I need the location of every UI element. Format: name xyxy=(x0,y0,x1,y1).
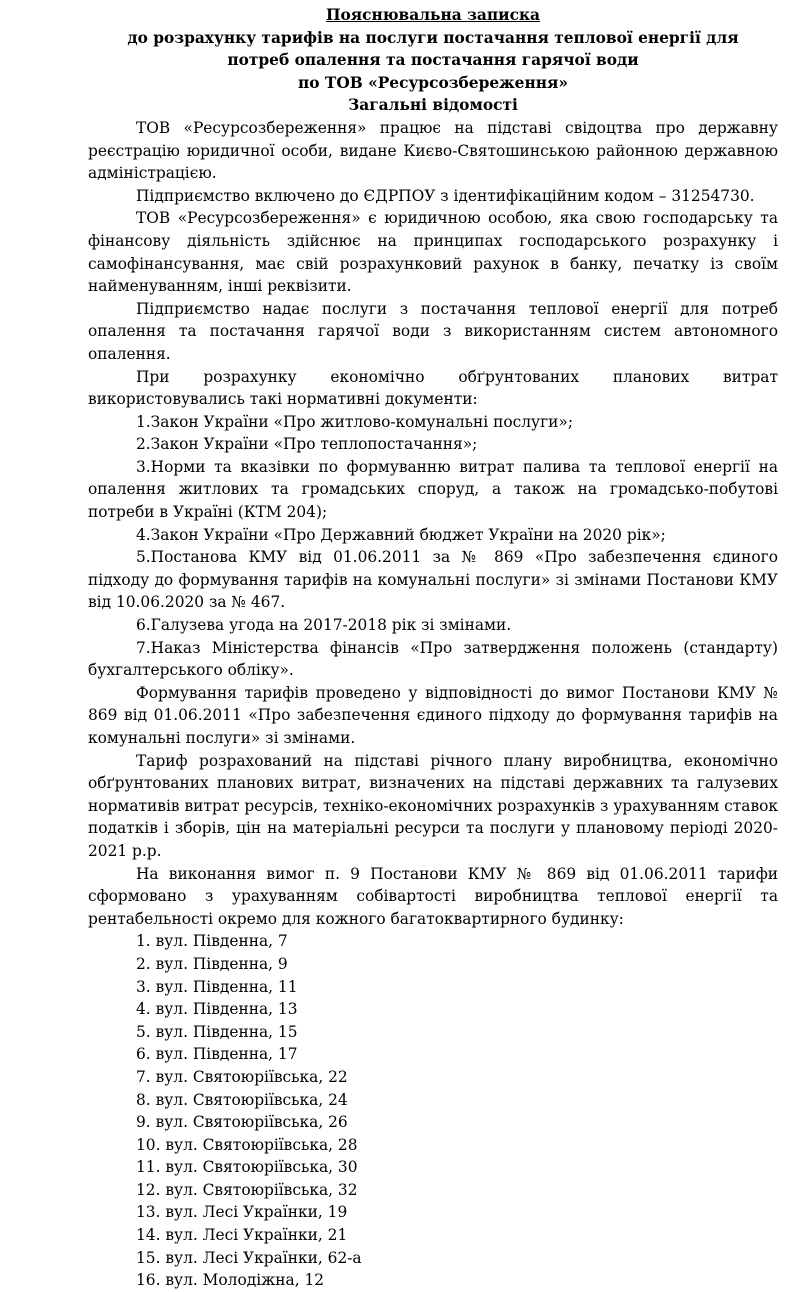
intro-section xyxy=(88,117,778,411)
document-page xyxy=(88,4,778,1292)
section-heading-general-info: Загальні відомості xyxy=(348,96,518,115)
paragraph-edrpou: Підприємство включено до ЄДРПОУ з ідентифікаційним кодом – 31254730. xyxy=(136,186,755,205)
document-subtitle-line-2: потреб опалення та постачання гарячої води xyxy=(227,51,639,70)
normative-doc-item: 3.Норми та вказівки по формуванню витрат палива та теплової енергії на опалення житлових та громадських споруд, а також на громадсько-побутові потреби в Україні (КТМ 204); xyxy=(88,457,778,522)
list-item: 8. вул. Святоюріївська, 24 xyxy=(136,1090,348,1109)
tariff-section xyxy=(88,682,778,931)
normative-doc-item: 1.Закон України «Про житлово-комунальні послуги»; xyxy=(136,412,574,431)
list-item: 3. вул. Південна, 11 xyxy=(136,977,298,996)
list-item: 10. вул. Святоюріївська, 28 xyxy=(136,1135,358,1154)
list-item: 6. вул. Південна, 17 xyxy=(136,1045,298,1064)
normative-doc-item: 2.Закон України «Про теплопостачання»; xyxy=(136,435,478,454)
document-header xyxy=(88,4,778,117)
list-item: 12. вул. Святоюріївська, 32 xyxy=(136,1180,358,1199)
paragraph-tariff-formation: Формування тарифів проведено у відповідності до вимог Постанови КМУ № 869 від 01.06.2011 «Про забезпечення єдиного підходу до формування тарифів на комунальні послуги» зі змінами. xyxy=(88,683,778,747)
list-item: 5. вул. Південна, 15 xyxy=(136,1022,298,1041)
paragraph-registration: ТОВ «Ресурсозбереження» працює на підставі свідоцтва про державну реєстрацію юридичної особи, видане Києво-Святошинською районною державною адміністрацією. xyxy=(88,118,778,183)
list-item: 13. вул. Лесі Українки, 19 xyxy=(136,1203,348,1222)
paragraph-tariff-buildings: На виконання вимог п. 9 Постанови КМУ № 869 від 01.06.2011 тарифи сформовано з урахуванням собівартості виробництва теплової енергії та рентабельності окремо для кожного багатоквартирного будинку: xyxy=(88,864,778,928)
list-item: 15. вул. Лесі Українки, 62-а xyxy=(136,1248,362,1267)
list-item: 1. вул. Південна, 7 xyxy=(136,932,288,951)
document-subtitle-line-3: по ТОВ «Ресурсозбереження» xyxy=(297,73,568,92)
list-item: 4. вул. Південна, 13 xyxy=(136,1000,298,1019)
list-item: 2. вул. Південна, 9 xyxy=(136,954,288,973)
paragraph-services: Підприємство надає послуги з постачання теплової енергії для потреб опалення та постачання гарячої води з використанням систем автономного опалення. xyxy=(88,299,778,363)
list-item: 9. вул. Святоюріївська, 26 xyxy=(136,1113,348,1132)
normative-doc-item: 7.Наказ Міністерства фінансів «Про затвердження положень (стандарту) бухгалтерського обліку». xyxy=(88,638,778,680)
document-subtitle-line-1: до розрахунку тарифів на послуги постачання теплової енергії для xyxy=(127,28,739,47)
list-item: 14. вул. Лесі Українки, 21 xyxy=(136,1226,348,1245)
paragraph-tariff-calculation: Тариф розрахований на підставі річного плану виробництва, економічно обґрунтованих планових витрат, визначених на підставі державних та галузевих нормативів витрат ресурсів, техніко-економічних розрахунків з урахуванням ставок податків і зборів, цін на матеріальні ресурси та послуги у плановому періоді 2020-2021 р.р. xyxy=(88,751,778,860)
list-item: 16. вул. Молодіжна, 12 xyxy=(136,1271,325,1290)
paragraph-normative-intro: При розрахунку економічно обґрунтованих планових витрат використовувались такі нормативні документи: xyxy=(88,367,778,409)
list-item: 11. вул. Святоюріївська, 30 xyxy=(136,1158,358,1177)
paragraph-legal-entity: ТОВ «Ресурсозбереження» є юридичною особою, яка свою господарську та фінансову діяльність здійснює на принципах господарського розрахунку і самофінансування, має свій розрахунковий рахунок в банку, печатку із своїм найменуванням, інші реквізити. xyxy=(88,209,778,296)
building-address-list xyxy=(88,930,778,1292)
document-title: Пояснювальна записка xyxy=(325,6,541,24)
list-item: 7. вул. Святоюріївська, 22 xyxy=(136,1067,348,1086)
normative-doc-item: 6.Галузева угода на 2017-2018 рік зі змінами. xyxy=(136,616,512,635)
normative-docs-list xyxy=(88,411,778,682)
normative-doc-item: 4.Закон України «Про Державний бюджет України на 2020 рік»; xyxy=(136,525,666,544)
normative-doc-item: 5.Постанова КМУ від 01.06.2011 за № 869 «Про забезпечення єдиного підходу до формування тарифів на комунальні послуги» зі змінами Постанови КМУ від 10.06.2020 за № 467. xyxy=(88,548,778,612)
